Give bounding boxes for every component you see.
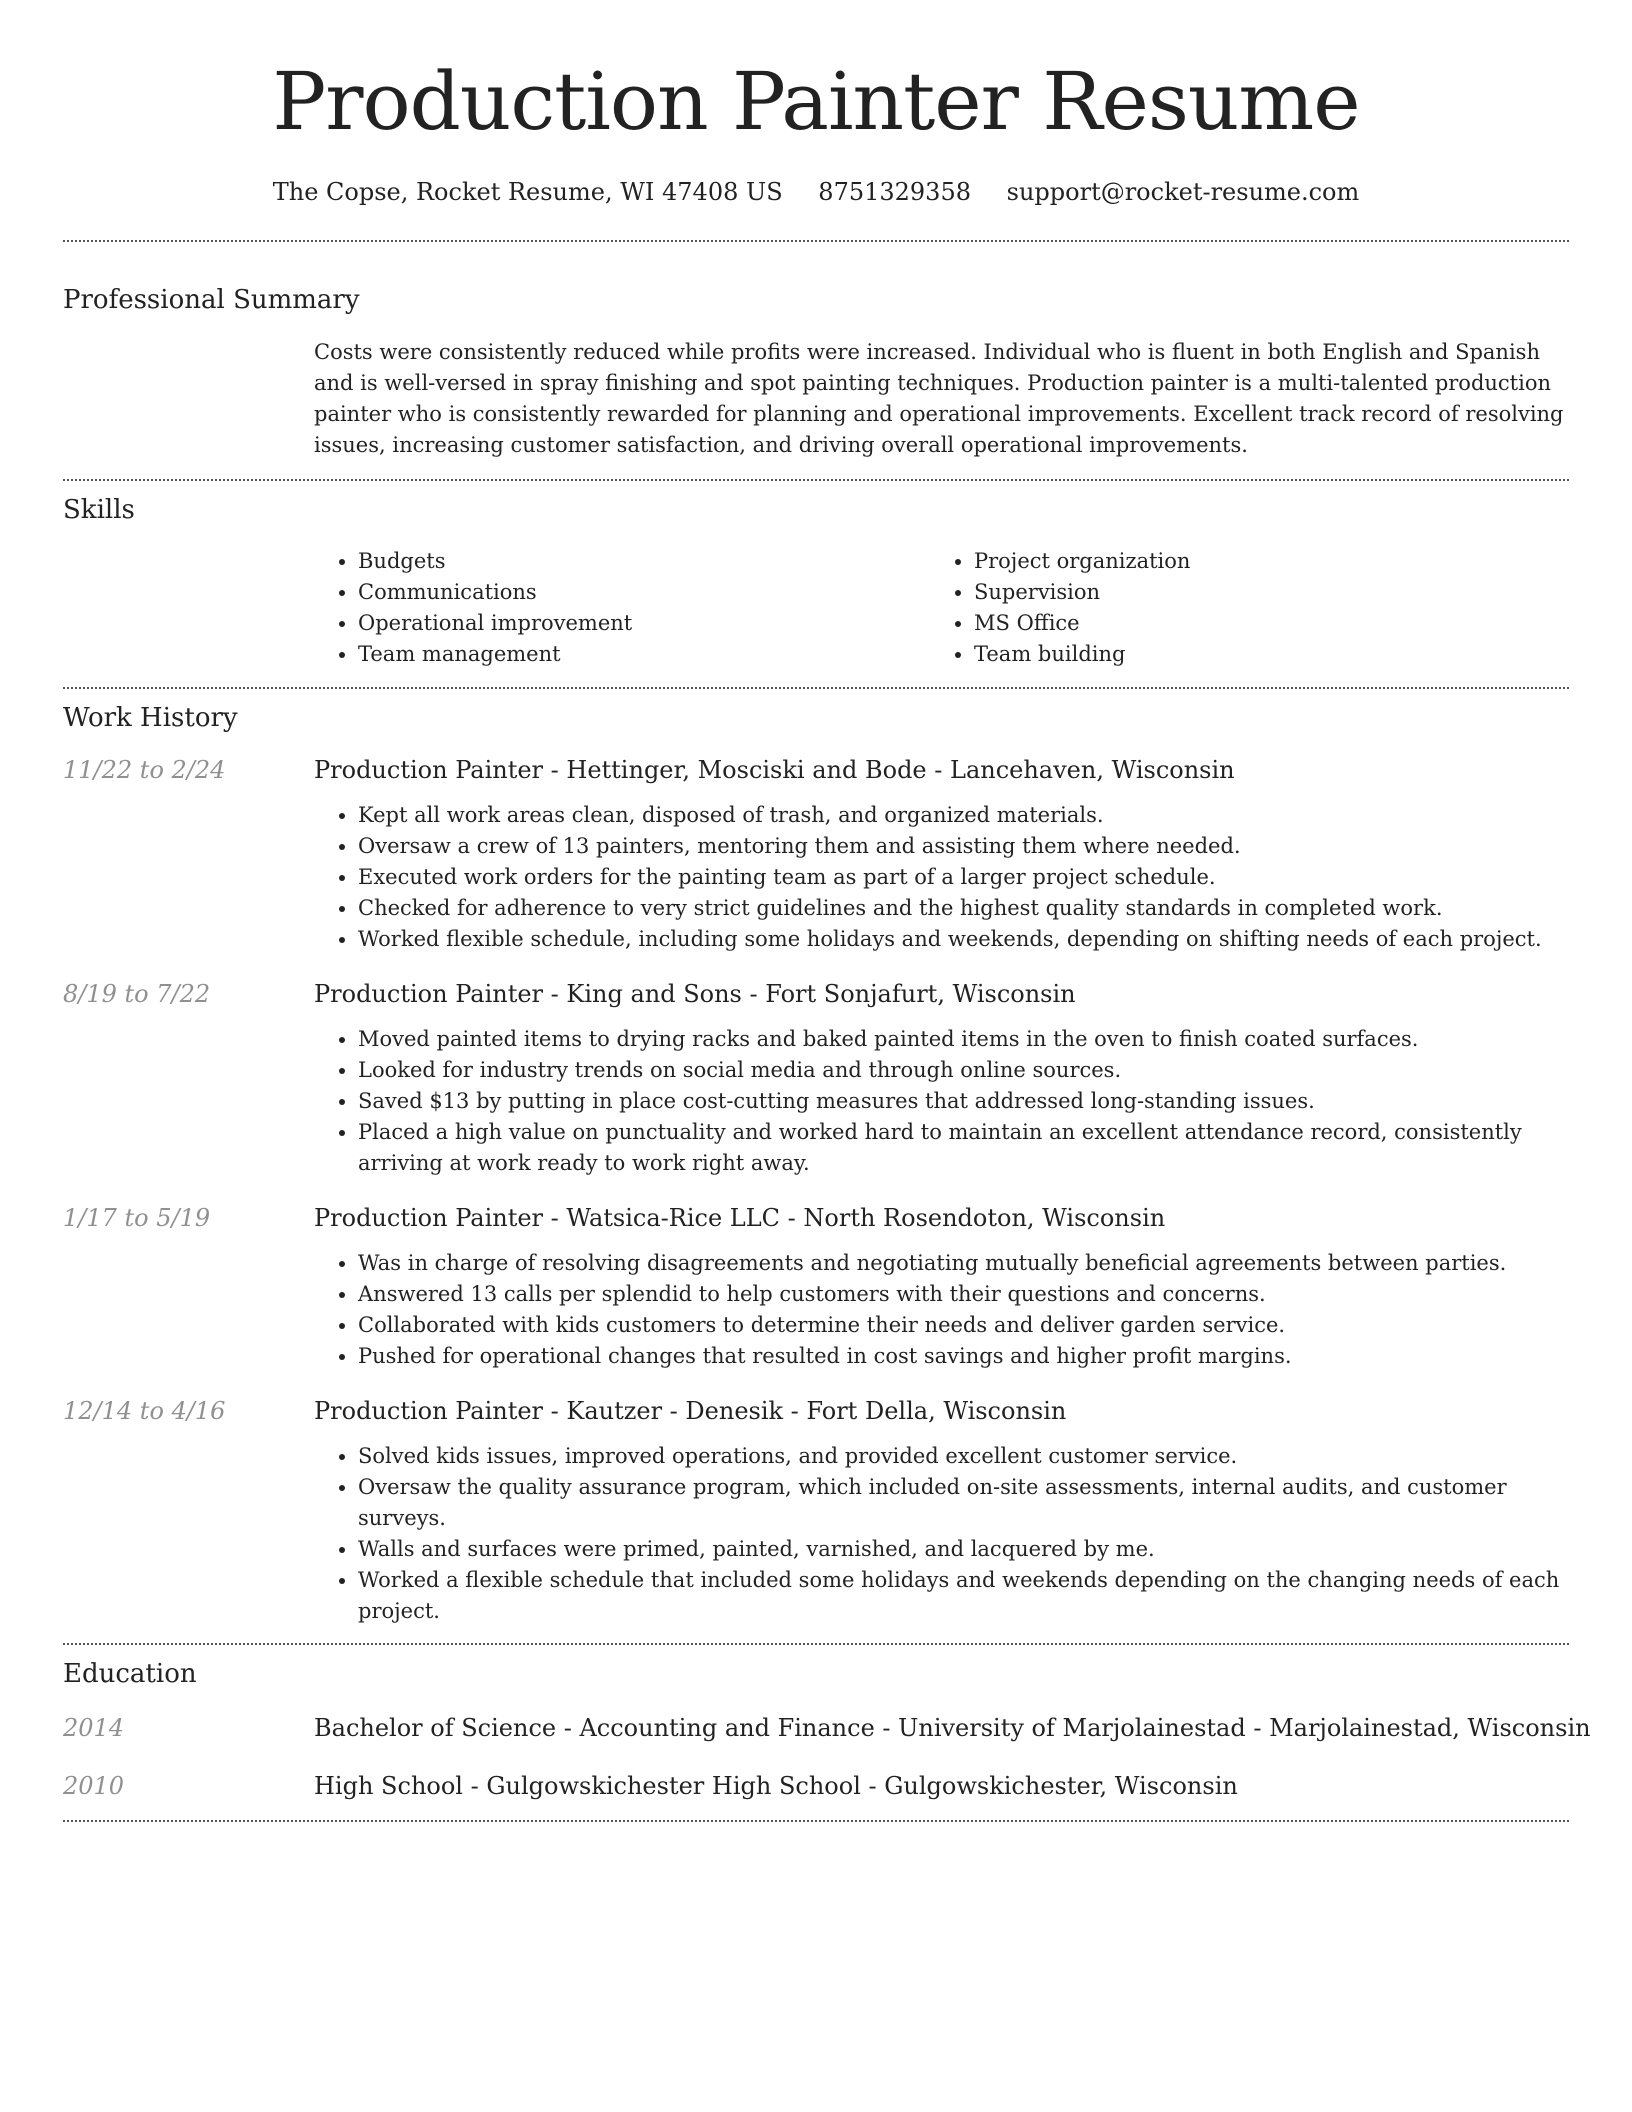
page-title: Production Painter Resume bbox=[272, 55, 1360, 148]
work-history-section bbox=[63, 689, 1569, 1643]
skills-heading: Skills bbox=[63, 495, 135, 525]
education-heading: Education bbox=[63, 1659, 197, 1689]
job-title: Production Painter - Kautzer - Denesik - Fort Della, Wisconsin bbox=[314, 1397, 1067, 1425]
summary-section bbox=[63, 242, 1569, 479]
education-year: 2010 bbox=[63, 1772, 125, 1800]
job-bullet: • Moved painted items to drying racks and baked painted items in the oven to finish coated surfaces. bbox=[358, 1024, 1569, 1055]
job-bullet: • Placed a high value on punctuality and worked hard to maintain an excellent attendance record, consistently arriving at work ready to work right away. bbox=[358, 1117, 1569, 1179]
job-bullets bbox=[314, 800, 1569, 955]
job-bullets bbox=[314, 1024, 1569, 1179]
job-details bbox=[314, 1394, 1569, 1627]
summary-heading: Professional Summary bbox=[63, 285, 360, 315]
skill-item: • MS Office bbox=[974, 608, 1546, 639]
section-divider bbox=[63, 1820, 1569, 1822]
job-details bbox=[314, 977, 1569, 1179]
job-details bbox=[314, 753, 1569, 955]
job-bullet: • Answered 13 calls per splendid to help customers with their questions and concerns. bbox=[358, 1279, 1569, 1310]
job-dates: 11/22 to 2/24 bbox=[63, 756, 226, 784]
education-section bbox=[63, 1645, 1591, 1820]
job-dates: 1/17 to 5/19 bbox=[63, 1204, 211, 1232]
job-bullet: • Oversaw the quality assurance program, which included on-site assessments, internal audits, and customer surveys. bbox=[358, 1472, 1569, 1534]
job-bullet: • Collaborated with kids customers to determine their needs and deliver garden service. bbox=[358, 1310, 1569, 1341]
summary-text: Costs were consistently reduced while profits were increased. Individual who is fluent in both English and Spanish and is well-versed in spray finishing and spot painting techniques. Production painter is a multi-talented production painter who is consistently rewarded for planning and operational improvements. Excellent track record of resolving issues, increasing customer satisfaction, and driving overall operational improvements. bbox=[314, 340, 1564, 457]
education-details: High School - Gulgowskichester High School - Gulgowskichester, Wisconsin bbox=[314, 1772, 1238, 1800]
skill-item: • Communications bbox=[358, 577, 930, 608]
job-bullets bbox=[314, 1441, 1569, 1627]
education-details: Bachelor of Science - Accounting and Finance - University of Marjolainestad - Marjolainestad, Wisconsin bbox=[314, 1714, 1591, 1742]
job-bullet: • Checked for adherence to very strict guidelines and the highest quality standards in completed work. bbox=[358, 893, 1569, 924]
skill-item: • Team building bbox=[974, 639, 1546, 670]
job-entry bbox=[63, 1201, 1569, 1372]
skills-section bbox=[63, 481, 1569, 687]
address: The Copse, Rocket Resume, WI 47408 US bbox=[272, 178, 783, 206]
job-bullet: • Oversaw a crew of 13 painters, mentoring them and assisting them where needed. bbox=[358, 831, 1569, 862]
phone: 8751329358 bbox=[818, 178, 971, 206]
skill-item: • Project organization bbox=[974, 546, 1546, 577]
education-entry bbox=[63, 1711, 1591, 1745]
contact-line bbox=[63, 176, 1569, 208]
job-bullet: • Solved kids issues, improved operations, and provided excellent customer service. bbox=[358, 1441, 1569, 1472]
job-bullet: • Worked a flexible schedule that included some holidays and weekends depending on the changing needs of each project. bbox=[358, 1565, 1569, 1627]
skill-item: • Operational improvement bbox=[358, 608, 930, 639]
job-bullet: • Was in charge of resolving disagreements and negotiating mutually beneficial agreements between parties. bbox=[358, 1248, 1569, 1279]
education-year: 2014 bbox=[63, 1714, 125, 1742]
job-bullet: • Walls and surfaces were primed, painted, varnished, and lacquered by me. bbox=[358, 1534, 1569, 1565]
job-entry bbox=[63, 977, 1569, 1179]
job-bullets bbox=[314, 1248, 1569, 1372]
job-bullet: • Looked for industry trends on social media and through online sources. bbox=[358, 1055, 1569, 1086]
job-dates: 8/19 to 7/22 bbox=[63, 980, 211, 1008]
job-title: Production Painter - Hettinger, Mosciski and Bode - Lancehaven, Wisconsin bbox=[314, 756, 1235, 784]
email: support@rocket-resume.com bbox=[1006, 178, 1360, 206]
skills-column-right bbox=[930, 546, 1546, 670]
job-title: Production Painter - Watsica-Rice LLC - North Rosendoton, Wisconsin bbox=[314, 1204, 1166, 1232]
skill-item: • Budgets bbox=[358, 546, 930, 577]
job-bullet: • Saved $13 by putting in place cost-cutting measures that addressed long-standing issues. bbox=[358, 1086, 1569, 1117]
skills-list bbox=[314, 546, 1569, 687]
education-entry bbox=[63, 1769, 1569, 1803]
skill-item: • Team management bbox=[358, 639, 930, 670]
work-history-heading: Work History bbox=[63, 703, 238, 733]
job-bullet: • Pushed for operational changes that resulted in cost savings and higher profit margins. bbox=[358, 1341, 1569, 1372]
skill-item: • Supervision bbox=[974, 577, 1546, 608]
job-bullet: • Kept all work areas clean, disposed of trash, and organized materials. bbox=[358, 800, 1569, 831]
job-bullet: • Executed work orders for the painting team as part of a larger project schedule. bbox=[358, 862, 1569, 893]
job-details bbox=[314, 1201, 1569, 1372]
job-entry bbox=[63, 1394, 1569, 1627]
skills-column-left bbox=[314, 546, 930, 670]
job-dates: 12/14 to 4/16 bbox=[63, 1397, 226, 1425]
job-title: Production Painter - King and Sons - Fort Sonjafurt, Wisconsin bbox=[314, 980, 1076, 1008]
job-entry bbox=[63, 753, 1569, 955]
job-bullet: • Worked flexible schedule, including some holidays and weekends, depending on shifting needs of each project. bbox=[358, 924, 1569, 955]
